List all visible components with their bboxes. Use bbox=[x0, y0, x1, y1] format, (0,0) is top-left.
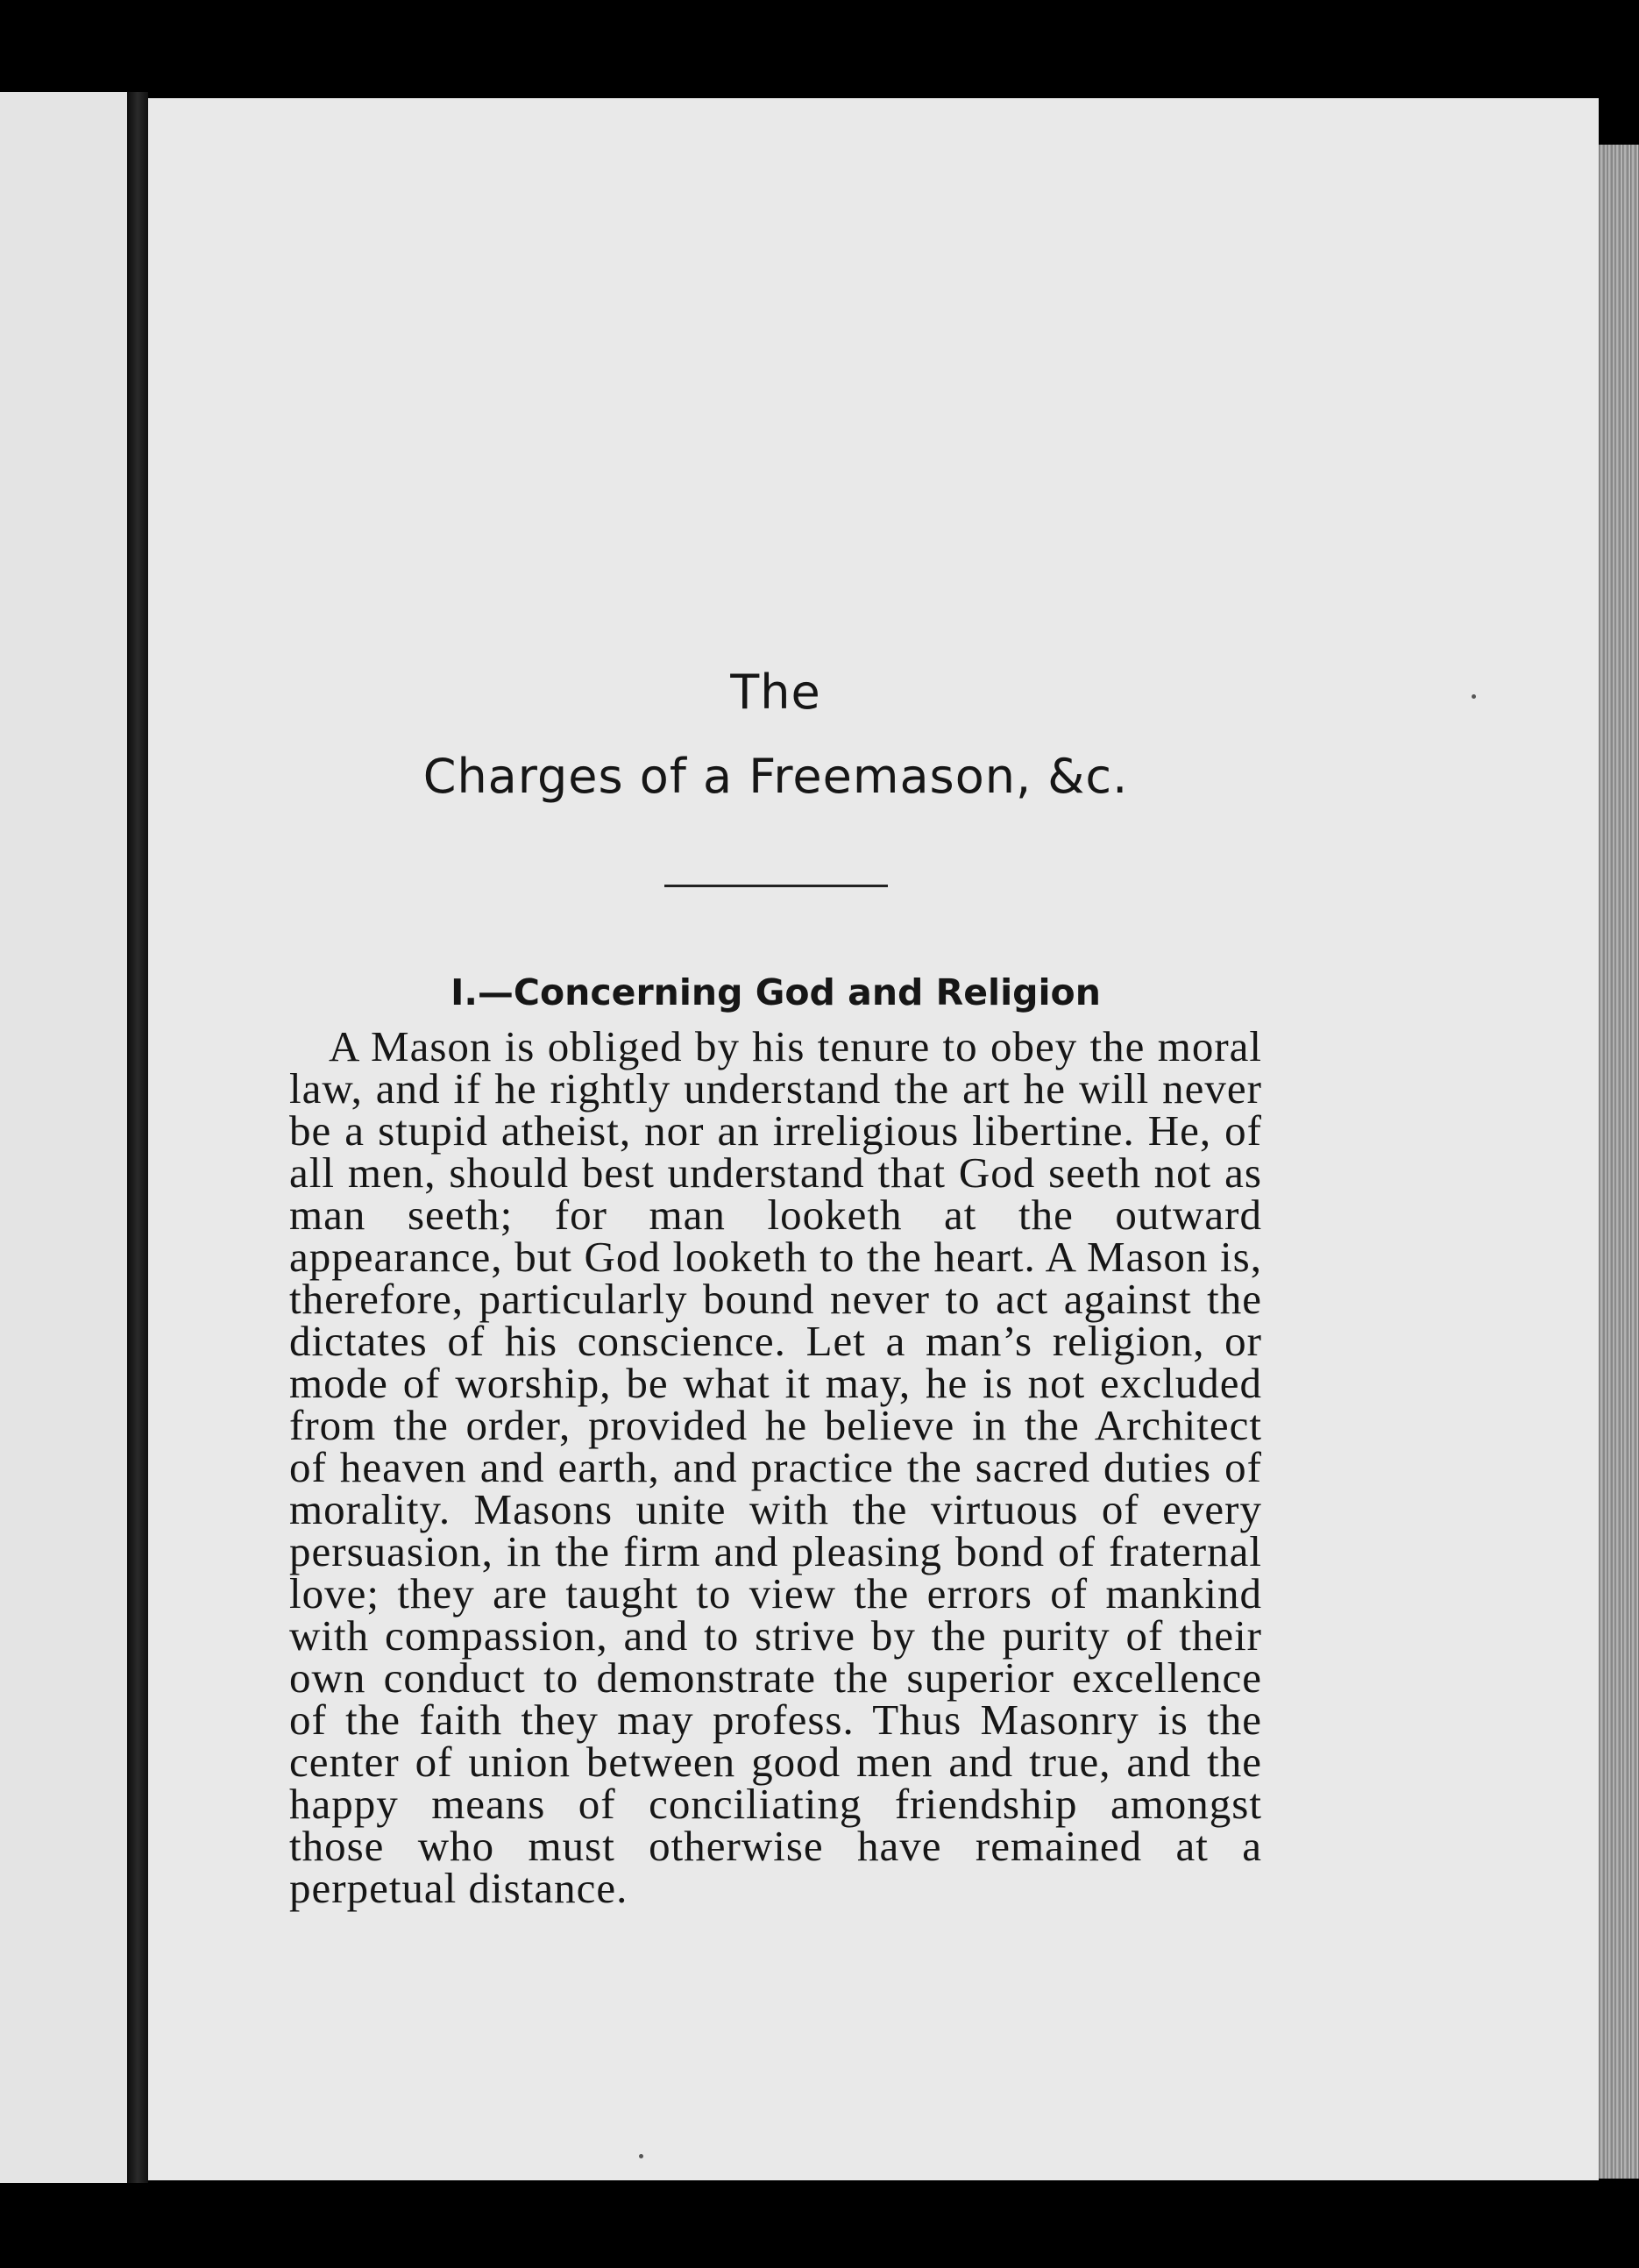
page-content bbox=[289, 662, 1262, 1912]
book-gutter bbox=[127, 92, 148, 2183]
section-body: A Mason is obliged by his tenure to obey the moral law, and if he rightly understand the art he will never be a stupid atheist, nor an irreligious libertine. He, of all men, should best understand that God seeth not as man seeth; for man looketh at the outward appearance, but God looketh to the heart. A Mason is, therefore, particularly bound never to act against the dictates of his conscience. Let a man’s religion, or mode of worship, be what it may, he is not excluded from the order, provided he believe in the Architect of heaven and earth, and practice the sacred duties of morality. Masons unite with the virtuous of every persuasion, in the firm and pleasing bond of fraternal love; they are taught to view the errors of mankind with compassion, and to strive by the purity of their own conduct to demonstrate the superior excellence of the faith they may profess. Thus Masonry is the center of union between good men and true, and the happy means of conciliating friendship amongst those who must otherwise have remained at a perpetual distance. bbox=[289, 1022, 1262, 1912]
section-heading: I.—Concerning God and Religion bbox=[451, 971, 1101, 1013]
dust-speck bbox=[639, 2154, 643, 2158]
title-divider bbox=[664, 885, 888, 887]
facing-page-edge bbox=[0, 92, 127, 2183]
dust-speck bbox=[1472, 694, 1476, 699]
scan-border bbox=[148, 2180, 1639, 2268]
page-subtitle: Charges of a Freemason, &c. bbox=[422, 749, 1129, 804]
page-title: The bbox=[730, 665, 821, 720]
page-stack-edge bbox=[1599, 145, 1639, 2179]
